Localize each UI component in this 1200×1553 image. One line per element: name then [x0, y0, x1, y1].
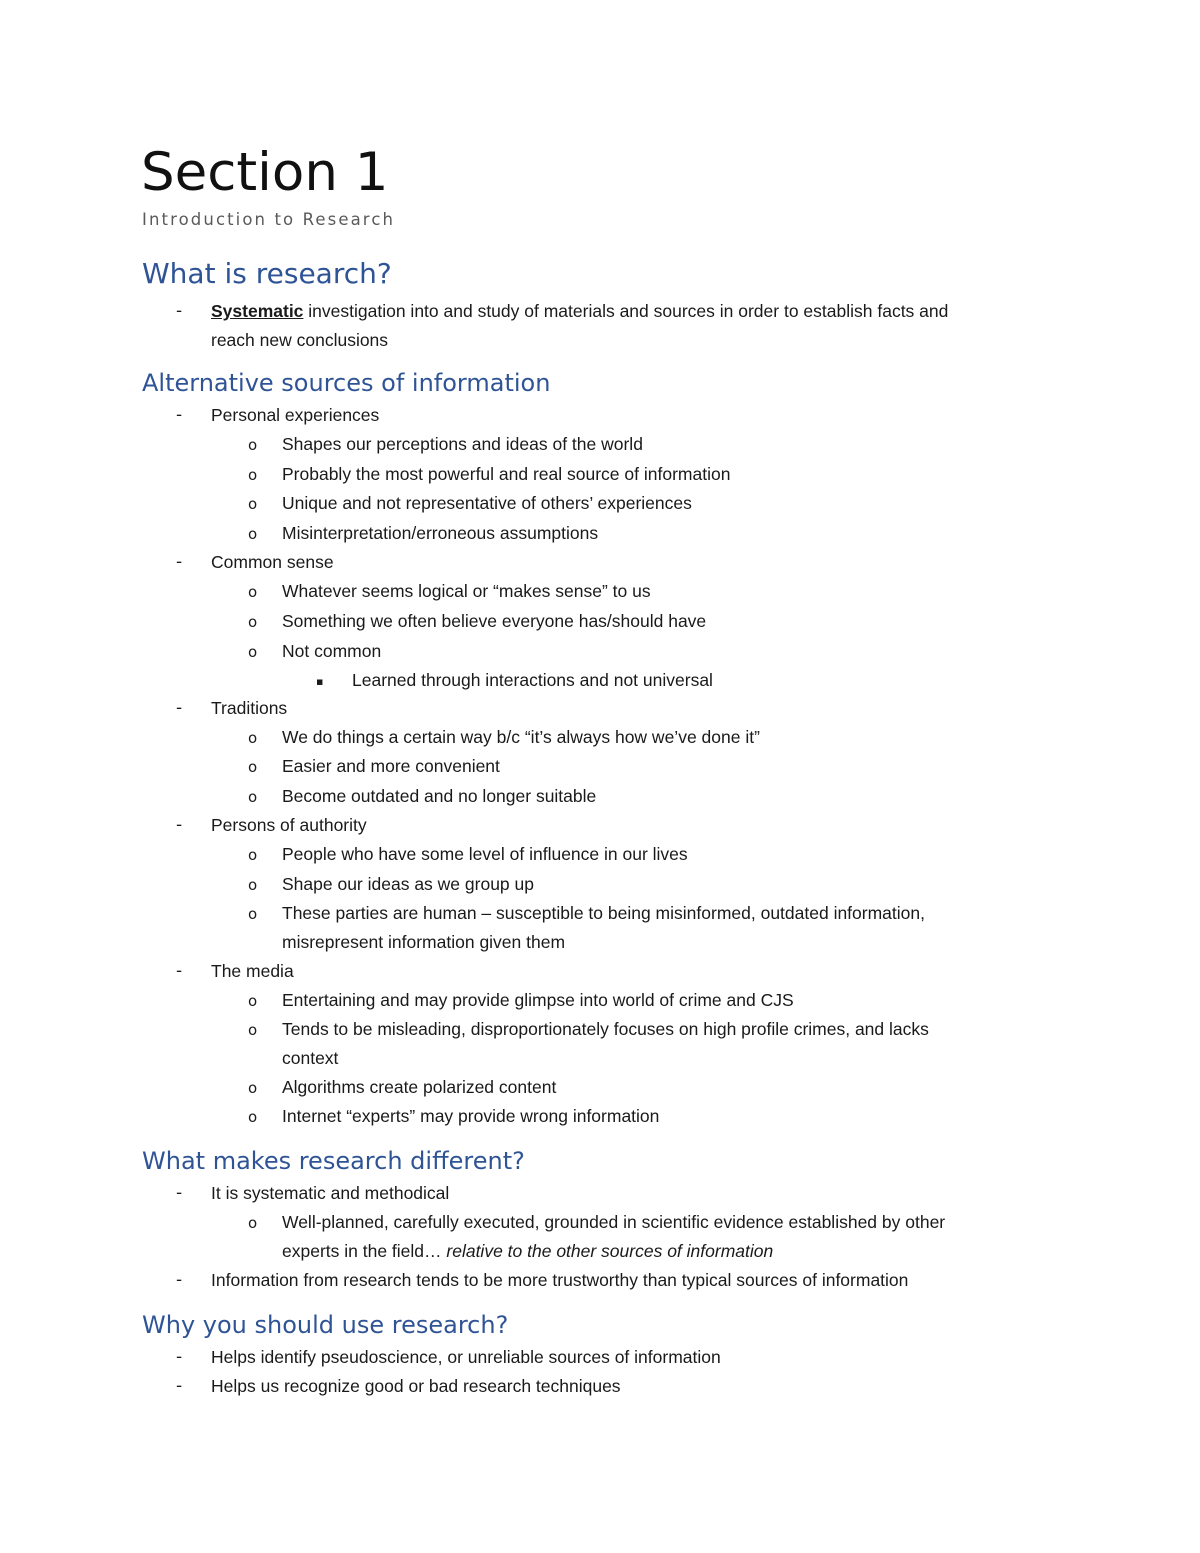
circle-bullet: o [248, 466, 258, 484]
list-subsubitem: Learned through interactions and not universal [352, 670, 713, 690]
document-subtitle: Introduction to Research [142, 210, 396, 229]
list-item-trustworthy: Information from research tends to be more trustworthy than typical sources of information [211, 1270, 909, 1290]
dash-bullet: - [176, 698, 183, 718]
list-subitem-continued: misrepresent information given them [282, 932, 566, 952]
list-item-traditions: Traditions [211, 698, 288, 718]
circle-bullet: o [248, 846, 258, 864]
list-item-research-techniques: Helps us recognize good or bad research techniques [211, 1376, 621, 1396]
list-subitem: Something we often believe everyone has/should have [282, 611, 707, 631]
list-item-common-sense: Common sense [211, 552, 334, 572]
circle-bullet: o [248, 583, 258, 601]
plain-text: experts in the field… [282, 1241, 447, 1261]
list-subitem: We do things a certain way b/c “it’s always how we’ve done it” [282, 727, 760, 747]
list-subitem: Easier and more convenient [282, 756, 500, 776]
list-item-persons-of-authority: Persons of authority [211, 815, 367, 835]
circle-bullet: o [248, 1108, 258, 1126]
dash-bullet: - [176, 1183, 183, 1203]
list-subitem: Unique and not representative of others’ experiences [282, 493, 692, 513]
definition-text-continued: reach new conclusions [211, 330, 389, 350]
heading-what-makes-research-different: What makes research different? [142, 1147, 525, 1175]
circle-bullet: o [248, 992, 258, 1010]
circle-bullet: o [248, 1021, 258, 1039]
list-subitem-continued [282, 1239, 773, 1263]
list-item-pseudoscience: Helps identify pseudoscience, or unreliable sources of information [211, 1347, 721, 1367]
circle-bullet: o [248, 876, 258, 894]
list-subitem: Entertaining and may provide glimpse into world of crime and CJS [282, 990, 794, 1010]
list-subitem: Algorithms create polarized content [282, 1077, 557, 1097]
list-subitem: Shape our ideas as we group up [282, 874, 534, 894]
italic-text: relative to the other sources of information [446, 1241, 774, 1261]
circle-bullet: o [248, 905, 258, 923]
dash-bullet: - [176, 961, 183, 981]
circle-bullet: o [248, 1079, 258, 1097]
list-subitem: Not common [282, 641, 382, 661]
circle-bullet: o [248, 1214, 258, 1232]
list-subitem: These parties are human – susceptible to being misinformed, outdated information, [282, 903, 925, 923]
circle-bullet: o [248, 788, 258, 806]
list-subitem: Whatever seems logical or “makes sense” to us [282, 581, 651, 601]
definition-line [211, 299, 948, 323]
circle-bullet: o [248, 495, 258, 513]
list-subitem: Well-planned, carefully executed, grounded in scientific evidence established by other [282, 1212, 946, 1232]
list-subitem: Become outdated and no longer suitable [282, 786, 597, 806]
document-title: Section 1 [141, 142, 389, 203]
list-subitem: Shapes our perceptions and ideas of the world [282, 434, 643, 454]
dash-bullet: - [176, 1347, 183, 1367]
dash-bullet: - [176, 815, 183, 835]
list-subitem-continued: context [282, 1048, 339, 1068]
list-subitem: Tends to be misleading, disproportionately focuses on high profile crimes, and lacks [282, 1019, 929, 1039]
heading-what-is-research: What is research? [142, 257, 392, 290]
dash-bullet: - [176, 405, 183, 425]
definition-term: Systematic [211, 301, 304, 321]
list-subitem: Internet “experts” may provide wrong information [282, 1106, 660, 1126]
list-subitem: People who have some level of influence in our lives [282, 844, 688, 864]
heading-why-use-research: Why you should use research? [142, 1311, 509, 1339]
list-subitem: Probably the most powerful and real source of information [282, 464, 731, 484]
list-item-systematic: It is systematic and methodical [211, 1183, 450, 1203]
circle-bullet: o [248, 613, 258, 631]
dash-bullet: - [176, 1270, 183, 1290]
circle-bullet: o [248, 758, 258, 776]
dash-bullet: - [176, 552, 183, 572]
circle-bullet: o [248, 436, 258, 454]
circle-bullet: o [248, 525, 258, 543]
list-subitem: Misinterpretation/erroneous assumptions [282, 523, 599, 543]
dash-bullet: - [176, 1376, 183, 1396]
heading-alternative-sources: Alternative sources of information [142, 369, 551, 397]
list-item-personal-experiences: Personal experiences [211, 405, 380, 425]
square-bullet: ▪ [316, 675, 324, 688]
list-item-the-media: The media [211, 961, 294, 981]
circle-bullet: o [248, 729, 258, 747]
circle-bullet: o [248, 643, 258, 661]
definition-text: investigation into and study of materials and sources in order to establish facts and [303, 301, 949, 321]
dash-bullet: - [176, 301, 183, 321]
